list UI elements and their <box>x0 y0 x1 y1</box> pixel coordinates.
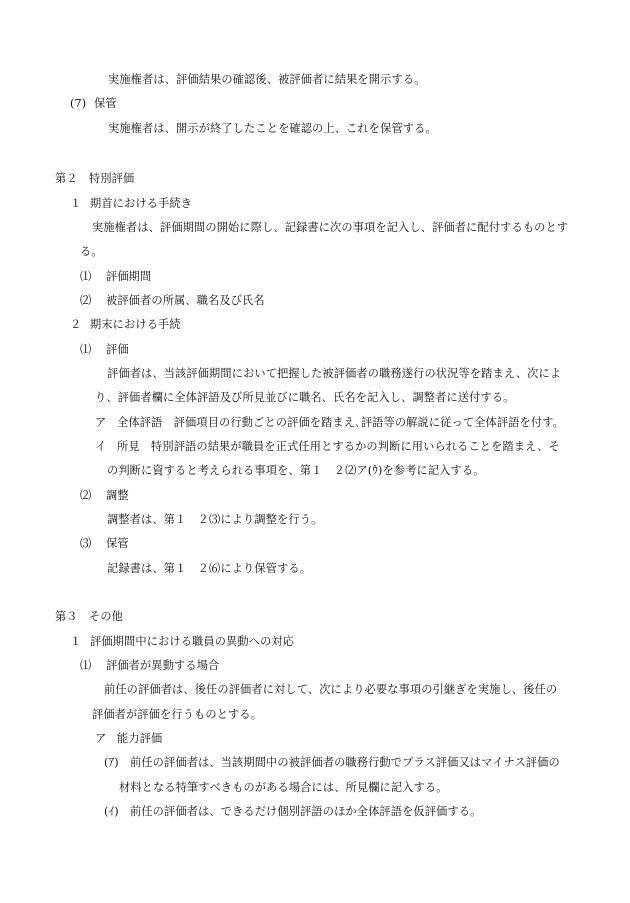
list-item: ⑴ 評価期間 <box>80 270 152 283</box>
text-line: 前任の評価者は、後任の評価者に対して、次により必要な事項の引継ぎを実施し、後任の <box>104 683 558 696</box>
text-line: 材料となる特筆すべきものがある場合には、所見欄に記入する。 <box>119 781 448 794</box>
list-item: (ｲ) 前任の評価者は、できるだけ個別評語のほか全体評語を仮評価する。 <box>104 805 482 818</box>
section-heading: (7) 保管 <box>70 97 117 110</box>
text-line: 評価者が評価を行うものとする。 <box>92 708 263 721</box>
list-item: (ｱ) 前任の評価者は、当該期間中の被評価者の職務行動でプラス評価又はマイナス評価の <box>104 756 560 769</box>
list-item: ⑶ 保管 <box>80 537 129 550</box>
section-heading: ２ 期末における手続 <box>70 318 181 331</box>
text-line: 実施権者は、開示が終了したことを確認の上、これを保管する。 <box>108 122 437 135</box>
list-item: イ 所見 特別評語の結果が職員を正式任用とするかの判断に用いられることを踏まえ、そ <box>95 440 560 453</box>
text-line: る。 <box>80 245 103 258</box>
list-item: ⑵ 被評価者の所属、職名及び氏名 <box>80 294 265 307</box>
section-heading: １ 評価期間中における職員の異動への対応 <box>70 635 295 648</box>
chapter-heading: 第２ 特別評価 <box>55 172 135 185</box>
text-line: 記録書は、第１ ２⑹により保管する。 <box>107 562 312 575</box>
list-item: ア 能力評価 <box>95 732 163 745</box>
text-line: の判断に資すると考えられる事項を、第１ ２⑵ア(ｳ)を参考に記入する。 <box>107 464 485 477</box>
text-line: 実施権者は、評価結果の確認後、被評価者に結果を開示する。 <box>108 73 426 86</box>
text-line: り、評価者欄に全体評語及び所見並びに職名、氏名を記入し、調整者に送付する。 <box>95 391 515 404</box>
list-item: ⑴ 評価者が異動する場合 <box>80 659 220 672</box>
text-line: 調整者は、第１ ２⑶により調整を行う。 <box>107 513 323 526</box>
text-line: 実施権者は、評価期間の開始に際し、記録書に次の事項を記入し、評価者に配付するものとす <box>92 221 569 234</box>
section-heading: １ 期首における手続き <box>70 197 193 210</box>
text-line: 評価者は、当該評価期間において把握した被評価者の職務遂行の状況等を踏まえ、次によ <box>107 367 562 380</box>
list-item: ア 全体評語 評価項目の行動ごとの評価を踏まえ､評語等の解説に従って全体評語を付す。 <box>95 416 565 429</box>
list-item: ⑵ 調整 <box>80 489 129 502</box>
chapter-heading: 第３ その他 <box>55 610 124 623</box>
list-item: ⑴ 評価 <box>80 343 129 356</box>
